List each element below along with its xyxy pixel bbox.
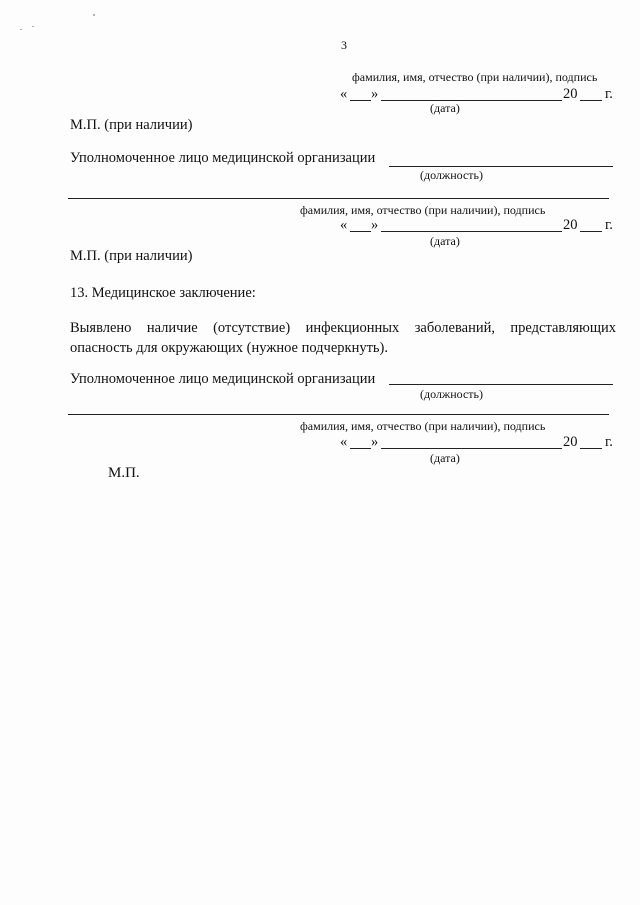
- stamp-label: М.П. (при наличии): [70, 248, 193, 264]
- authorized-person-label: Уполномоченное лицо медицинской организации: [70, 371, 376, 387]
- date-caption: (дата): [430, 234, 460, 248]
- month-blank: [381, 100, 562, 101]
- scan-speck: [93, 14, 95, 16]
- signature-caption: фамилия, имя, отчество (при наличии), подпись: [352, 70, 598, 84]
- date-open-quote: «: [340, 434, 348, 450]
- day-blank: [350, 100, 371, 101]
- stamp-label: М.П. (при наличии): [70, 117, 193, 133]
- year-prefix: 20: [563, 217, 578, 233]
- date-open-quote: «: [340, 86, 348, 102]
- year-blank: [580, 100, 602, 101]
- page-number: 3: [341, 38, 347, 52]
- year-suffix: г.: [605, 217, 613, 233]
- year-prefix: 20: [563, 434, 578, 450]
- date-close-quote: »: [371, 434, 379, 450]
- date-row: [340, 434, 616, 452]
- date-close-quote: »: [371, 217, 379, 233]
- conclusion-paragraph: Выявлено наличие (отсутствие) инфекционных заболеваний, представляющих опасность для окружающих (нужное подчеркнуть).: [70, 320, 616, 356]
- signature-caption: фамилия, имя, отчество (при наличии), подпись: [300, 419, 546, 433]
- month-blank: [381, 448, 562, 449]
- section-heading: 13. Медицинское заключение:: [70, 285, 256, 301]
- date-caption: (дата): [430, 451, 460, 465]
- signature-blank: [68, 414, 609, 415]
- scan-speck: [20, 29, 22, 30]
- date-close-quote: »: [371, 86, 379, 102]
- signature-blank: [68, 198, 609, 199]
- date-row: [340, 217, 616, 235]
- date-caption: (дата): [430, 101, 460, 115]
- authorized-person-label: Уполномоченное лицо медицинской организации: [70, 150, 376, 166]
- date-open-quote: «: [340, 217, 348, 233]
- position-blank: [389, 384, 613, 385]
- scan-speck: [32, 26, 34, 27]
- stamp-label-final: М.П.: [108, 465, 140, 481]
- signature-caption: фамилия, имя, отчество (при наличии), подпись: [300, 203, 546, 217]
- year-blank: [580, 231, 602, 232]
- day-blank: [350, 231, 371, 232]
- month-blank: [381, 231, 562, 232]
- day-blank: [350, 448, 371, 449]
- year-suffix: г.: [605, 434, 613, 450]
- position-caption: (должность): [420, 387, 483, 401]
- position-blank: [389, 166, 613, 167]
- date-row: [340, 86, 616, 104]
- year-blank: [580, 448, 602, 449]
- year-suffix: г.: [605, 86, 613, 102]
- position-caption: (должность): [420, 168, 483, 182]
- year-prefix: 20: [563, 86, 578, 102]
